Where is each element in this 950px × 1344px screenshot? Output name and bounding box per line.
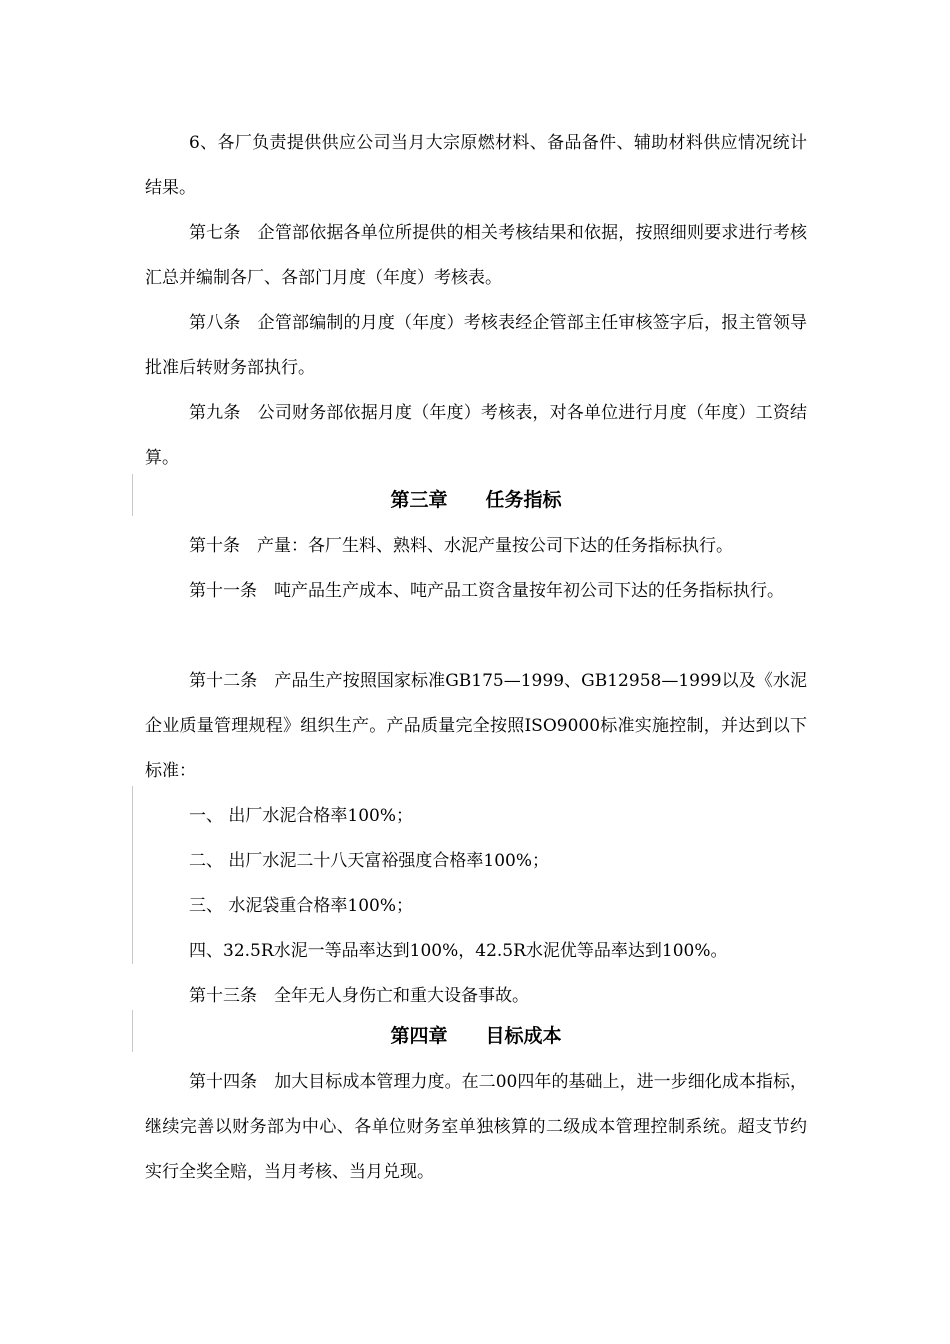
- paragraph-article-12: 第十二条 产品生产按照国家标准GB175—1999、GB12958—1999以及《水泥企业质量管理规程》组织生产。产品质量完全按照ISO9000标准实施控制，并达到以下标准：: [145, 671, 807, 781]
- standard-item-3: 三、 水泥袋重合格率100%；: [189, 896, 414, 916]
- paragraph-article-11: 第十一条 吨产品生产成本、吨产品工资含量按年初公司下达的任务指标执行。: [189, 581, 784, 601]
- paragraph-article-10: 第十条 产量：各厂生料、熟料、水泥产量按公司下达的任务指标执行。: [189, 536, 733, 556]
- paragraph-item-6: 6、各厂负责提供供应公司当月大宗原燃材料、备品备件、辅助材料供应情况统计结果。: [145, 133, 807, 198]
- chapter-4-title: 第四章 目标成本: [390, 1025, 562, 1047]
- standard-item-1: 一、 出厂水泥合格率100%；: [189, 806, 414, 826]
- margin-rule: [132, 474, 133, 516]
- margin-rule: [132, 786, 133, 964]
- paragraph-article-14: 第十四条 加大目标成本管理力度。在二00四年的基础上，进一步细化成本指标，继续完善以财务部为中心、各单位财务室单独核算的二级成本管理控制系统。超支节约实行全奖全赔，当月考核、当月兑现。: [145, 1072, 807, 1182]
- standard-item-2: 二、 出厂水泥二十八天富裕强度合格率100%；: [189, 851, 550, 871]
- paragraph-article-9: 第九条 公司财务部依据月度（年度）考核表，对各单位进行月度（年度）工资结算。: [145, 403, 807, 468]
- standard-item-4: 四、32.5R水泥一等品率达到100%，42.5R水泥优等品率达到100%。: [189, 941, 728, 961]
- margin-rule: [132, 1010, 133, 1052]
- paragraph-article-13: 第十三条 全年无人身伤亡和重大设备事故。: [189, 986, 529, 1006]
- chapter-3-title: 第三章 任务指标: [390, 489, 562, 511]
- paragraph-article-8: 第八条 企管部编制的月度（年度）考核表经企管部主任审核签字后，报主管领导批准后转财务部执行。: [145, 313, 807, 378]
- paragraph-article-7: 第七条 企管部依据各单位所提供的相关考核结果和依据，按照细则要求进行考核汇总并编制各厂、各部门月度（年度）考核表。: [145, 223, 807, 288]
